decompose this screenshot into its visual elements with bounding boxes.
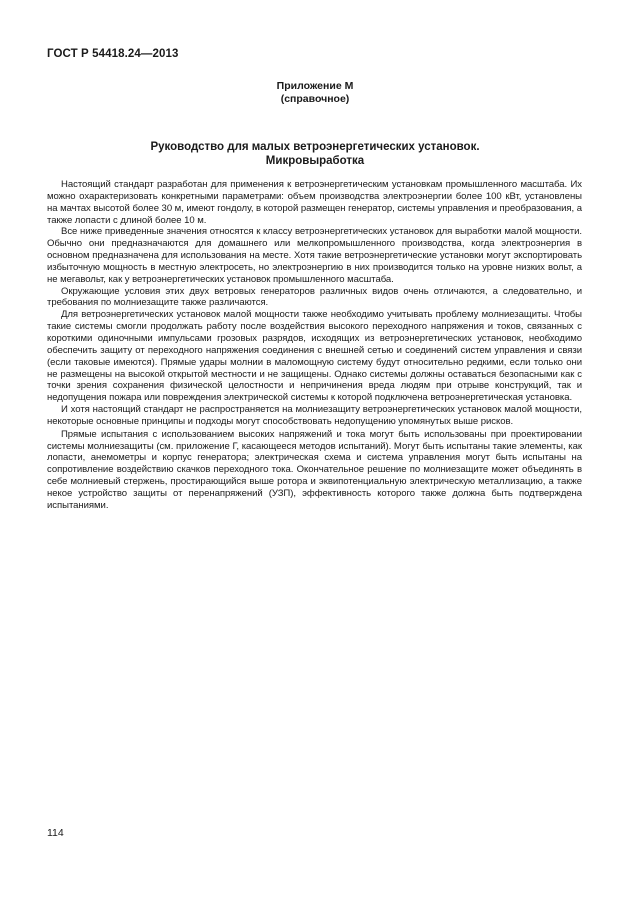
paragraph-6: Прямые испытания с использованием высоких напряжений и тока могут быть использованы при проектировании системы молниезащиты (см. приложение Г, касающееся методов испытаний). Могут быть испытаны такие элементы, как лопасти, анемометры и корпус генератора; электрическая схема и система управления могут быть испытаны на сопротивление воздействию скачков переходного тока. Окончательное решение по молниезащите может объединять в себе молниевый стержень, простирающийся выше ротора и эквипотенциальную электрическую металлизацию, а также некое устройство защиты от перенапряжений (УЗП), эффективность которого также должна быть подтверждена испытаниями. (47, 428, 582, 511)
appendix-title: Приложение М (276, 80, 354, 92)
paragraph-2: Все ниже приведенные значения относятся к классу ветроэнергетических установок для выработки малой мощности. Обычно они предназначаются для домашнего или мелкопромышленного производства, когда электроэнергия в основном предназначена для использования на месте. Хотя такие ветроэнергетические установки могут экспортировать избыточную мощность в местную электросеть, но электроэнергию в них производится только на уровне низких вольт, а не мегавольт, как у ветроэнергетических установок промышленного масштаба. (47, 226, 582, 285)
paragraph-3: Окружающие условия этих двух ветровых генераторов различных видов очень отличаются, а следовательно, и требования по молниезащите также различаются. (47, 285, 582, 309)
section-title (0, 140, 630, 168)
page-number: 114 (47, 827, 64, 839)
paragraph-5: И хотя настоящий стандарт не распространяется на молниезащиту ветроэнергетических установок малой мощности, некоторые основные принципы и подходы могут способствовать недопущению упомянутых выше рисков. (47, 404, 582, 427)
appendix-heading (0, 80, 630, 106)
document-code: ГОСТ Р 54418.24—2013 (47, 48, 179, 60)
section-title-line-2: Микровыработка (265, 155, 365, 167)
section-title-line-1: Руководство для малых ветроэнергетических установок. (150, 141, 480, 153)
paragraph-1: Настоящий стандарт разработан для применения к ветроэнергетическим установкам промышленного масштаба. Их можно охарактеризовать конкретными параметрами: объем производства электроэнергии более 100 кВт, установлены на мачтах высотой более 30 м, имеют гондолу, в которой размещен генератор, системы управления и преобразования, а также лопасти с длиной более 10 м. (47, 179, 582, 226)
appendix-subtitle: (справочное) (280, 93, 350, 105)
body-text (47, 179, 582, 512)
paragraph-4: Для ветроэнергетических установок малой мощности также необходимо учитывать проблему молниезащиты. Чтобы такие системы смогли продолжать работу после воздействия высокого переходного напряжения и токов, связанных с короткими одиночными импульсами грозовых разрядов, исходящих из ветроэнергетических установок, необходимо обеспечить защиту от переходного напряжения соединения с внешней сетью и соединений систем управления и связи (если таковые имеются). Прямые удары молнии в маломощную систему будут относительно редкими, если только они не размещены на высокой открытой местности и не защищены. Однако системы должны оставаться безопасными как с точки зрения сохранения физической целостности и непричинения вреда людям при отрыве конструкций, так и недопущения пожара или повреждения электрической системы к которой подключена ветроэнергетическая установка. (47, 309, 582, 404)
